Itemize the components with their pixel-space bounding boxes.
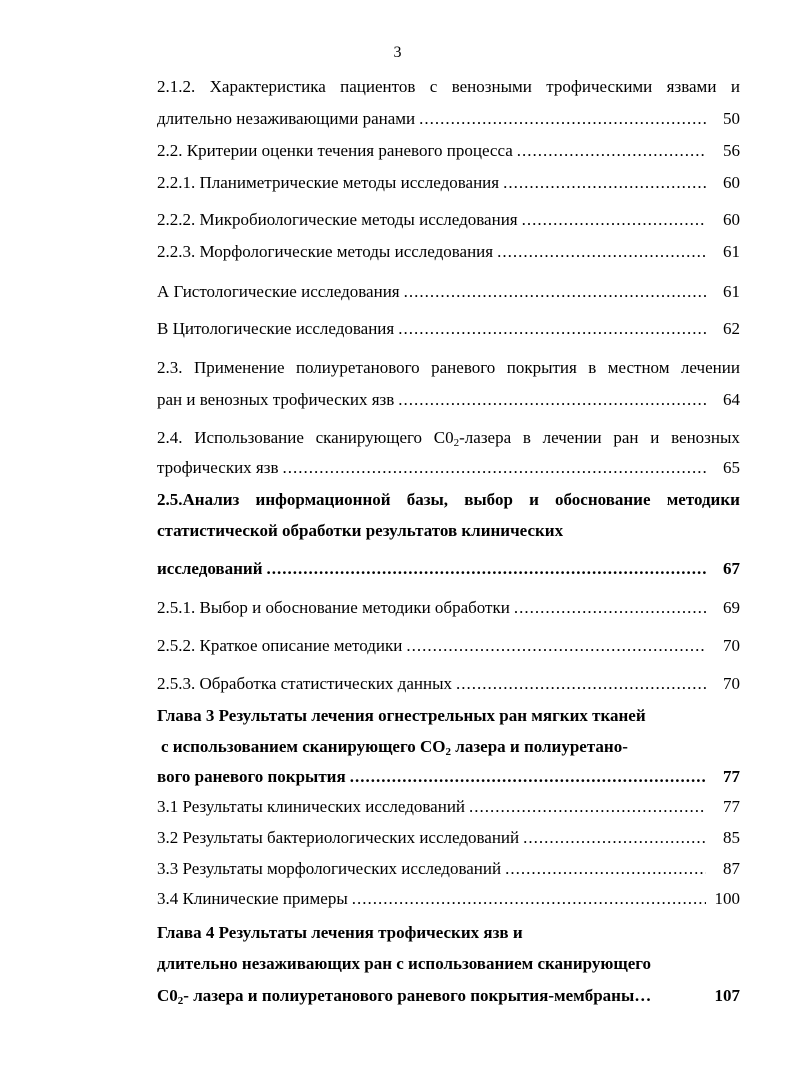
toc-page-number: 70	[723, 636, 740, 655]
toc-page-number: 65	[723, 458, 740, 477]
toc-entry-3-1: 3.1 Результаты клинических исследований ..... 77	[157, 796, 740, 818]
toc-chapter-4-line2: длительно незаживающих ран с использованием сканирующего	[157, 954, 652, 973]
toc-page-number: 60	[723, 173, 740, 192]
toc-entry-2-2-3: 2.2.3. Морфологические методы исследования ..... 61	[157, 241, 740, 263]
toc-page-number: 107	[714, 986, 740, 1005]
toc-entry-3-4: 3.4 Клинические примеры ..... 100	[157, 888, 740, 910]
toc-chapter-4-line1: Глава 4 Результаты лечения трофических язв и	[157, 923, 523, 942]
toc-entry-2-2: 2.2. Критерии оценки течения раневого процесса ..... 56	[157, 140, 740, 162]
toc-entry-2-5-line3: исследований ..... 67	[157, 558, 740, 580]
toc-entry-2-3-line2: ран и венозных трофических язв ..... 64	[157, 389, 740, 411]
toc-page-number: 50	[723, 109, 740, 128]
toc-page-number: 61	[723, 282, 740, 301]
toc-chapter-3-line3: вого раневого покрытия ..... 77	[157, 766, 740, 788]
toc-entry-2-5-1: 2.5.1. Выбор и обоснование методики обработки ..... 69	[157, 597, 740, 619]
toc-entry-2-4-line2: трофических язв ..... 65	[157, 457, 740, 479]
toc-page-number: 77	[723, 767, 740, 786]
toc-entry-2-2-1: 2.2.1. Планиметрические методы исследования ..... 60	[157, 172, 740, 194]
toc-entry-2-5-line1: 2.5.Анализ информационной базы, выбор и обоснование методики	[157, 490, 740, 509]
page-number: 3	[393, 44, 402, 61]
toc-page-number: 69	[723, 598, 740, 617]
toc-page-number: 64	[723, 390, 740, 409]
toc-page-number: 87	[723, 859, 740, 878]
toc-entry-3-3: 3.3 Результаты морфологических исследований ..... 87	[157, 858, 740, 880]
toc-entry-2-5-line2: статистической обработки результатов клинических	[157, 521, 564, 540]
toc-entry-2-5-2: 2.5.2. Краткое описание методики ..... 70	[157, 635, 740, 657]
toc-entry-2-2-2: 2.2.2. Микробиологические методы исследования ..... 60	[157, 209, 740, 231]
toc-page-number: 60	[723, 210, 740, 229]
toc-chapter-3-line1: Глава 3 Результаты лечения огнестрельных ран мягких тканей	[157, 706, 646, 725]
toc-page-number: 62	[723, 319, 740, 338]
toc-page-number: 100	[714, 889, 740, 908]
toc-entry-2-1-2-line2: длительно незаживающими ранами ..... 50	[157, 108, 740, 130]
toc-entry-3-2: 3.2 Результаты бактериологических исследований ..... 85	[157, 827, 740, 849]
toc-page-number: 67	[723, 559, 740, 578]
toc-page-number: 56	[723, 141, 740, 160]
toc-chapter-3-line2: с использованием сканирующего $СО_2$ лазера и полиуретано-	[161, 737, 628, 758]
toc-entry-histology: А Гистологические исследования ..... 61	[157, 281, 740, 303]
toc-entry-2-4-line1: 2.4. Использование сканирующего $С0_2$-лазера в лечении ран и венозных	[157, 428, 740, 449]
toc-entry-2-3-line1: 2.3. Применение полиуретанового раневого покрытия в местном лечении	[157, 358, 740, 377]
toc-page-number: 61	[723, 242, 740, 261]
toc-page-number: 85	[723, 828, 740, 847]
toc-entry-cytology: В Цитологические исследования ..... 62	[157, 318, 740, 340]
toc-page-number: 70	[723, 674, 740, 693]
toc-entry-2-5-3: 2.5.3. Обработка статистических данных ..... 70	[157, 673, 740, 695]
toc-chapter-4-line3: $С0_2-$ лазера и полиуретанового раневого покрытия-мембраны… 107	[157, 986, 740, 1007]
toc-entry-2-1-2-line1: 2.1.2. Характеристика пациентов с венозными трофическими язвами и	[157, 77, 740, 96]
toc-page-number: 77	[723, 797, 740, 816]
